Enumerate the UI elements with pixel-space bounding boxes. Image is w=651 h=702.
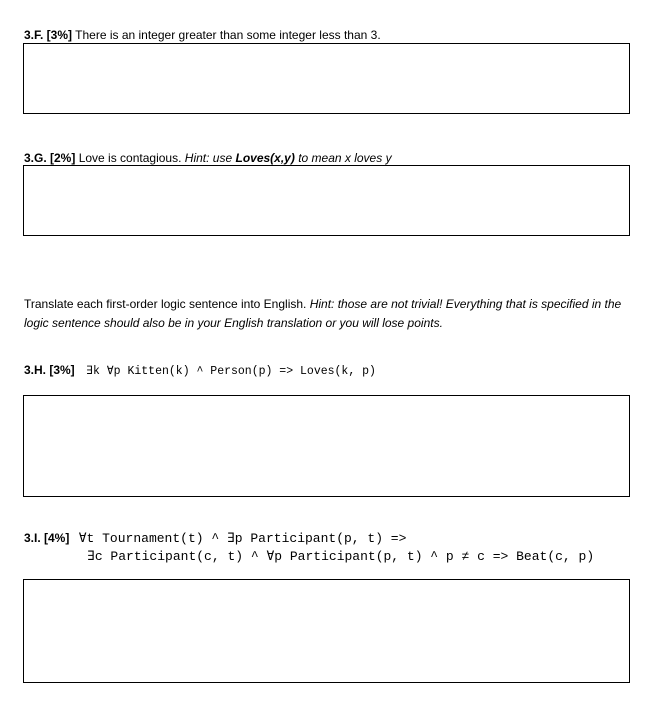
question-3g-number: 3.G. [2%]: [24, 151, 76, 165]
hint-predicate: Loves(x,y): [235, 151, 295, 165]
answer-box-3f[interactable]: [23, 43, 630, 114]
question-3i-line2: [87, 549, 594, 564]
question-3g-hint: [185, 151, 392, 165]
question-3g: [24, 151, 392, 165]
question-3i: [24, 531, 406, 546]
question-3h-number: 3.H. [3%]: [24, 363, 75, 377]
instructions-hint: Hint: those are not trivial! Everything that is specified in the logic sentence should also be in your English translation or you will lose points.: [24, 297, 622, 330]
question-3g-text: Love is contagious.: [78, 151, 182, 165]
hint-suffix: to mean x loves y: [298, 151, 392, 165]
question-3f: [24, 28, 381, 42]
answer-box-3i[interactable]: [23, 579, 630, 683]
question-3i-number: 3.I. [4%]: [24, 531, 70, 545]
hint-prefix: Hint: use: [184, 151, 233, 165]
question-3h: [24, 363, 376, 378]
instructions-text: Translate each first-order logic sentence into English.: [24, 297, 307, 311]
question-3i-formula-line2: ∃c Participant(c, t) ^ ∀p Participant(p, t) ^ p ≠ c => Beat(c, p): [87, 549, 595, 564]
question-3f-text: There is an integer greater than some integer less than 3.: [75, 28, 381, 42]
question-3f-number: 3.F. [3%]: [24, 28, 73, 42]
question-3h-formula: ∃k ∀p Kitten(k) ^ Person(p) => Loves(k, p): [86, 365, 376, 378]
answer-box-3g[interactable]: [23, 165, 630, 236]
answer-box-3h[interactable]: [23, 395, 630, 497]
question-3i-formula-line1: ∀t Tournament(t) ^ ∃p Participant(p, t) =>: [78, 531, 407, 546]
instructions-paragraph: [24, 295, 629, 333]
